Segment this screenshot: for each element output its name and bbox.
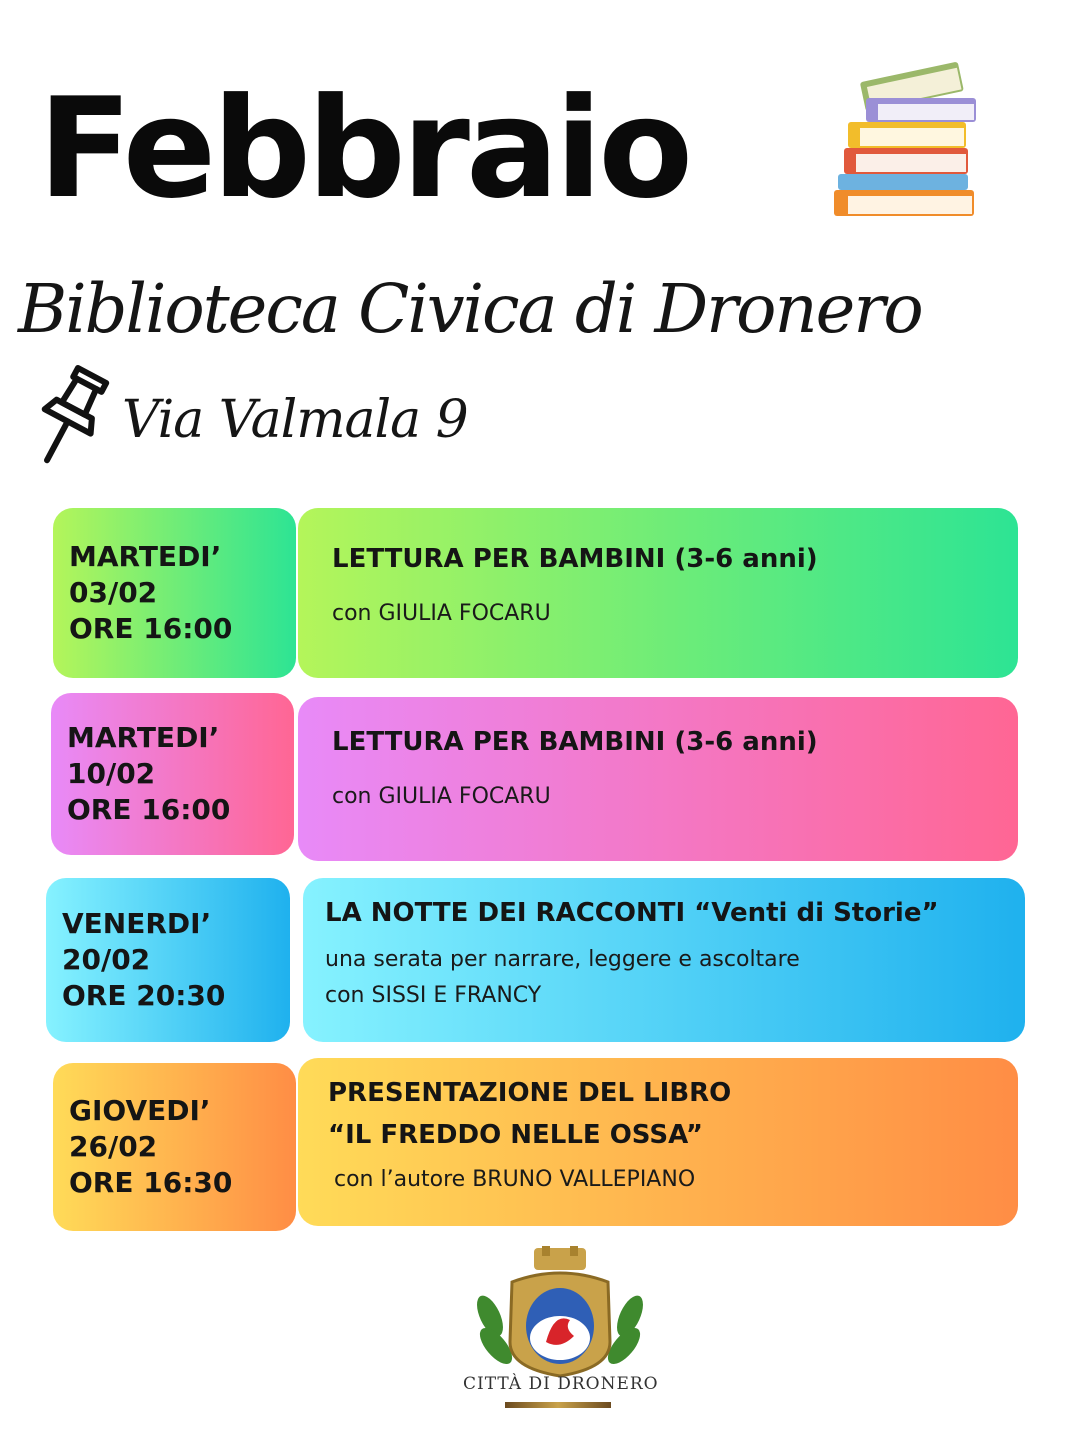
event-host: con SISSI E FRANCY bbox=[325, 983, 542, 1008]
event-time: ORE 16:00 bbox=[67, 793, 231, 826]
logo-underline bbox=[505, 1402, 611, 1408]
event-title: LA NOTTE DEI RACCONTI “Venti di Storie” bbox=[325, 898, 939, 928]
event-date-box bbox=[53, 1063, 296, 1231]
event-date-box bbox=[51, 693, 294, 855]
event-age-range: (3-6 anni) bbox=[674, 544, 818, 574]
event-host: con GIULIA FOCARU bbox=[332, 784, 551, 809]
event-info-box bbox=[303, 878, 1025, 1042]
event-title: PRESENTAZIONE DEL LIBRO bbox=[328, 1078, 732, 1108]
event-day: VENERDI’ bbox=[62, 907, 212, 940]
address: Via Valmala 9 bbox=[122, 390, 468, 450]
event-date: 26/02 bbox=[69, 1130, 158, 1163]
event-time: ORE 16:00 bbox=[69, 612, 233, 645]
event-date: 10/02 bbox=[67, 757, 156, 790]
event-day: GIOVEDI’ bbox=[69, 1094, 211, 1127]
event-time: ORE 20:30 bbox=[62, 979, 226, 1012]
event-time: ORE 16:30 bbox=[69, 1166, 233, 1199]
city-logo-label: CITTÀ DI DRONERO bbox=[463, 1374, 659, 1394]
event-info-box bbox=[298, 697, 1018, 861]
books-stack-icon bbox=[826, 52, 986, 220]
event-date-box bbox=[46, 878, 290, 1042]
event-description: una serata per narrare, leggere e ascoltare bbox=[325, 947, 800, 972]
event-title: LETTURA PER BAMBINI (3-6 anni) bbox=[332, 727, 818, 757]
event-age-range: (3-6 anni) bbox=[674, 727, 818, 757]
event-host: con GIULIA FOCARU bbox=[332, 601, 551, 626]
event-date: 20/02 bbox=[62, 943, 151, 976]
event-info-box bbox=[298, 1058, 1018, 1226]
page-title: Febbraio bbox=[38, 68, 690, 229]
event-day: MARTEDI’ bbox=[69, 540, 222, 573]
event-title: LETTURA PER BAMBINI (3-6 anni) bbox=[332, 544, 818, 574]
event-book-title: “IL FREDDO NELLE OSSA” bbox=[328, 1120, 703, 1150]
event-host: con l’autore BRUNO VALLEPIANO bbox=[334, 1167, 696, 1192]
event-info-box bbox=[298, 508, 1018, 678]
event-date: 03/02 bbox=[69, 576, 158, 609]
library-name: Biblioteca Civica di Dronero bbox=[18, 270, 922, 348]
event-date-box bbox=[53, 508, 296, 678]
pushpin-icon bbox=[30, 362, 110, 472]
event-day: MARTEDI’ bbox=[67, 721, 220, 754]
